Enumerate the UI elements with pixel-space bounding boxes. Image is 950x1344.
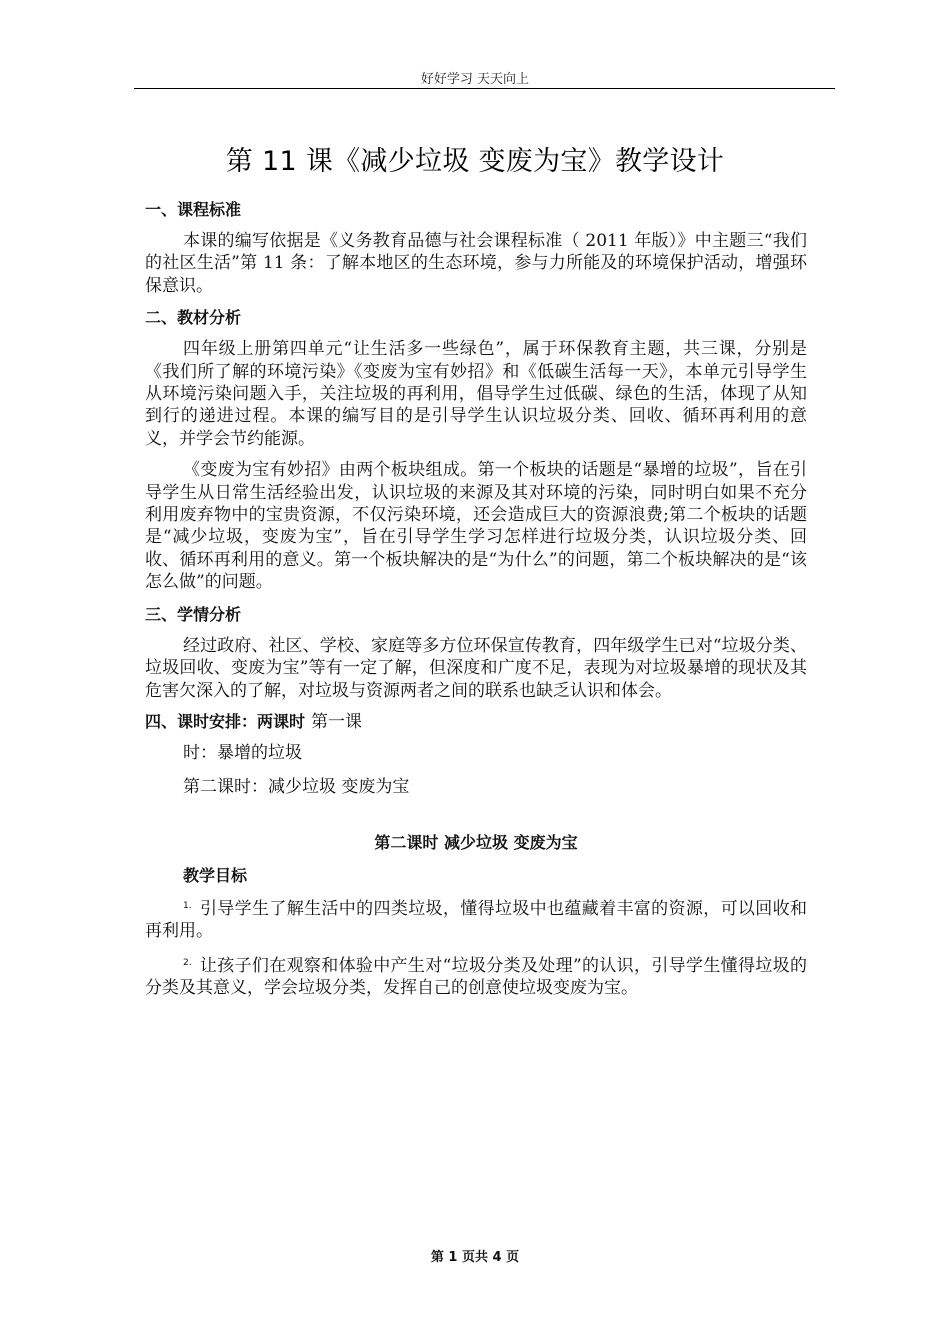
paragraph: 经过政府、社区、学校、家庭等多方位环保宣传教育，四年级学生已对“垃圾分类、垃圾回收、变废为宝”等有一定了解，但深度和广度不足，表现为对垃圾暴增的现状及其危害欠深入的了解，对垃圾与资源两者之间的联系也缺乏认识和体会。 (145, 635, 807, 701)
schedule-tail: 第一课 (311, 711, 363, 732)
goal-number: 1. (183, 900, 192, 911)
goal-item (145, 952, 807, 1000)
page-footer: 第 1 页共 4 页 (430, 1250, 520, 1265)
goal-text: 让孩子们在观察和体验中产生对“垃圾分类及处理”的认识，引导学生懂得垃圾的分类及其意义，学会垃圾分类，发挥自己的创意使垃圾变废为宝。 (145, 955, 807, 999)
document-title: 第 11 课《减少垃圾 变废为宝》教学设计 (225, 146, 725, 177)
paragraph: 四年级上册第四单元“让生活多一些绿色”，属于环保教育主题，共三课，分别是《我们所了解的环境污染》《变废为宝有妙招》和《低碳生活每一天》，本单元引导学生从环境污染问题入手，关注垃圾的再利用，倡导学生过低碳、绿色的生活，体现了从知到行的递进过程。本课的编写目的是引导学生认识垃圾分类、回收、循环再利用的意义，并学会节约能源。 (145, 339, 807, 449)
goal-item (145, 895, 807, 943)
section-heading-schedule: 四、课时安排：两课时 (145, 711, 306, 731)
paragraph: 本课的编写依据是《义务教育品德与社会课程标准（ 2011 年版）》中主题三“我们的社区生活”第 11 条：了解本地区的生态环境，参与力所能及的环境保护活动，增强环保意识。 (145, 231, 807, 296)
lesson-subtitle: 第二课时 减少垃圾 变废为宝 (374, 833, 578, 853)
header-divider (134, 88, 835, 89)
schedule-line-2: 第二课时：减少垃圾 变废为宝 (183, 776, 410, 797)
goal-text: 引导学生了解生活中的四类垃圾，懂得垃圾中也蕴藏着丰富的资源，可以回收和再利用。 (145, 898, 807, 942)
goals-heading: 教学目标 (183, 865, 248, 885)
document-body (145, 198, 807, 1009)
page-header: 好好学习 天天向上 (420, 72, 530, 87)
paragraph: 《变废为宝有妙招》由两个板块组成。第一个板块的话题是“暴增的垃圾”，旨在引导学生从日常生活经验出发，认识垃圾的来源及其对环境的污染，同时明白如果不充分利用废弃物中的宝贵资源，不仅污染环境，还会造成巨大的资源浪费;第二个板块的话题是“减少垃圾，变废为宝”，旨在引导学生学习怎样进行垃圾分类，认识垃圾分类、回收、循环再利用的意义。第一个板块解决的是“为什么”的问题，第二个板块解决的是“该怎么做”的问题。 (145, 460, 807, 593)
section-heading-textbook: 二、教材分析 (145, 308, 242, 328)
section-heading-standard: 一、课程标准 (145, 200, 242, 219)
schedule-line-1: 时：暴增的垃圾 (183, 743, 302, 764)
section-heading-students: 三、学情分析 (145, 604, 242, 624)
goal-number: 2. (183, 957, 192, 968)
schedule-line (145, 711, 807, 733)
